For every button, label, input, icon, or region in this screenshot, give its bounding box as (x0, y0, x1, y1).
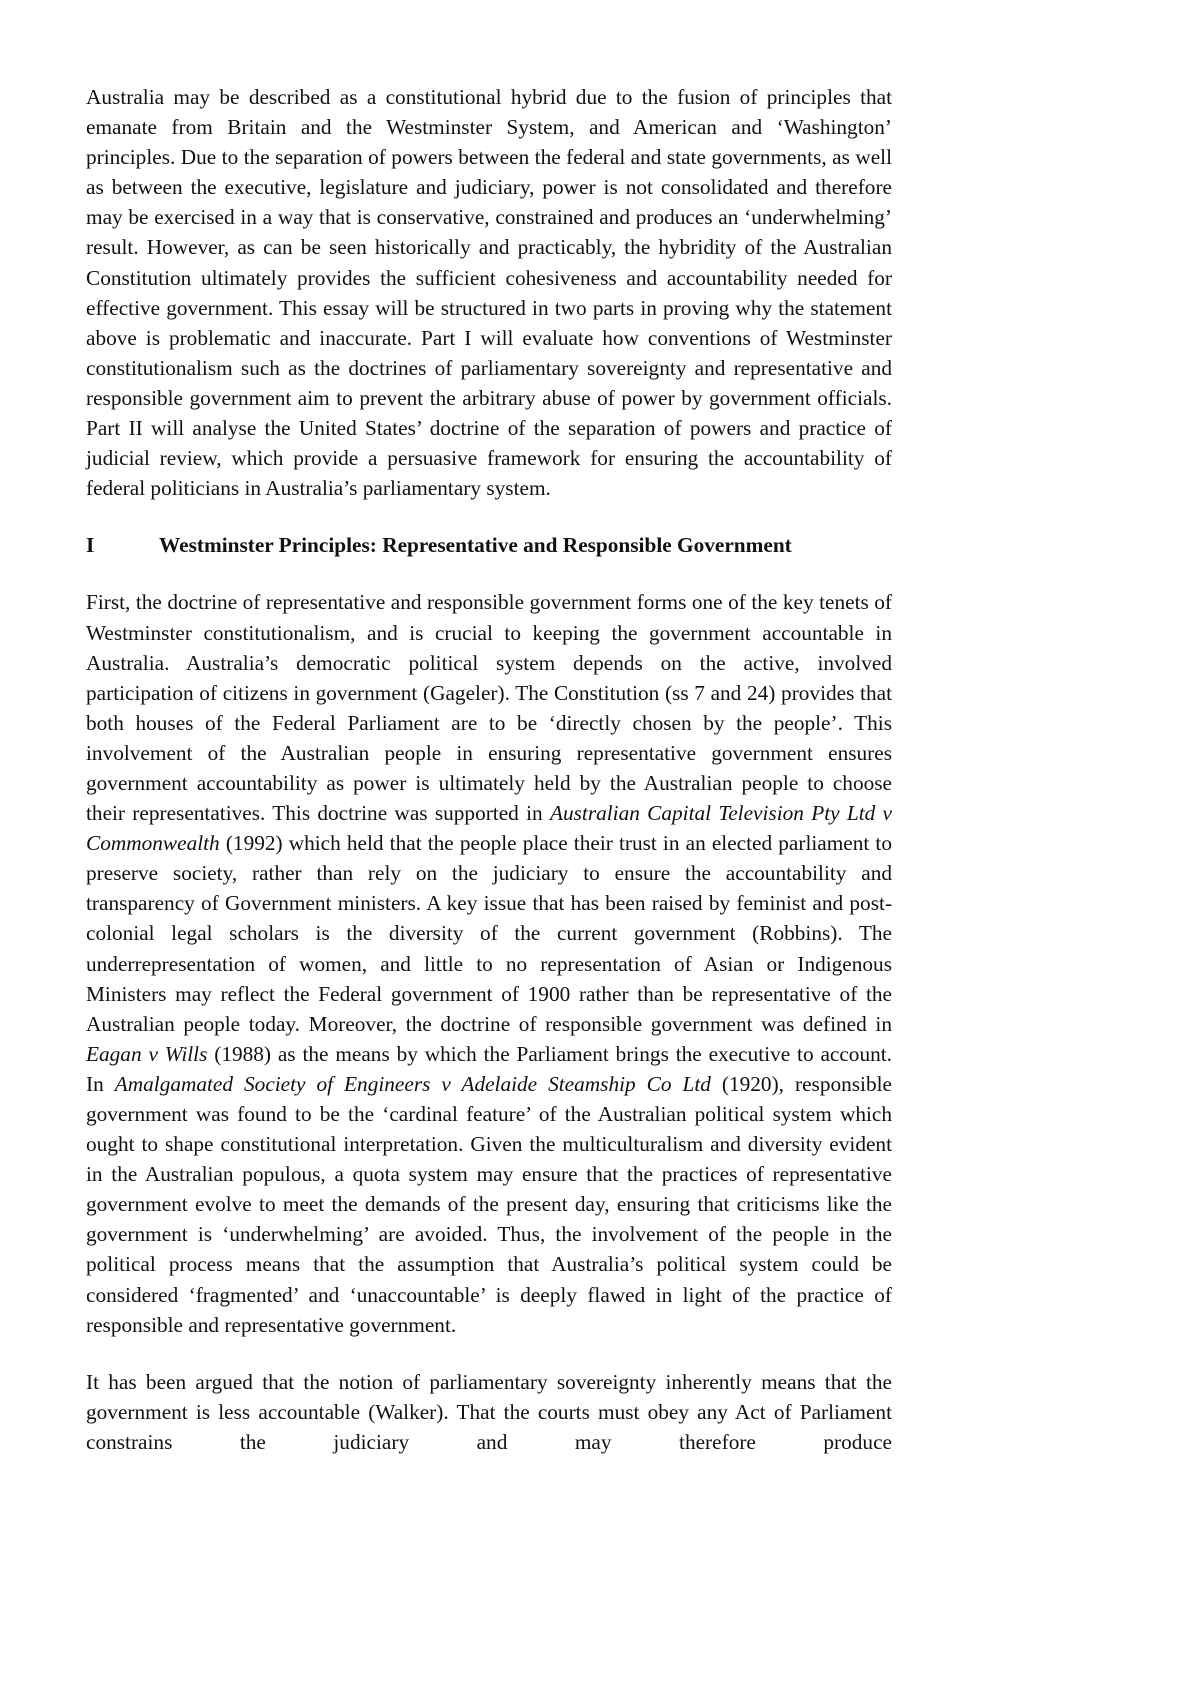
body-paragraph-parliamentary-sovereignty: It has been argued that the notion of parliamentary sovereignty inherently means that the government is less accountable (Walker). That the courts must obey any Act of Parliament constrains the judiciary and may therefore produce (86, 1369, 892, 1454)
body-paragraph-representative-government (86, 587, 892, 1339)
section-number: I (86, 533, 95, 558)
text-run: (1992) which held that the people place their trust in an elected parliament to preserve society, rather than rely on the judiciary to ensure the accountability and transparency of Government ministers. A key issue that has been raised by feminist and post-colonial legal scholars is the diversity of the current government (Robbins). The underrepresentation of women, and little to no representation of Asian or Indigenous Ministers may reflect the Federal government of 1900 rather than be representative of the Australian people today. Moreover, the doctrine of responsible government was defined in (86, 831, 892, 1036)
intro-paragraph: Australia may be described as a constitutional hybrid due to the fusion of principles that emanate from Britain and the Westminster System, and American and ‘Washington’ principles. Due to the separation of powers between the federal and state governments, as well as between the executive, legislature and judiciary, power is not consolidated and therefore may be exercised in a way that is conservative, constrained and produces an ‘underwhelming’ result. However, as can be seen historically and practicably, the hybridity of the Australian Constitution ultimately provides the sufficient cohesiveness and accountability needed for effective government. This essay will be structured in two parts in proving why the statement above is problematic and inaccurate. Part I will evaluate how conventions of Westminster constitutionalism such as the doctrines of parliamentary sovereignty and representative and responsible government aim to prevent the arbitrary abuse of power by government officials. Part II will analyse the United States’ doctrine of the separation of powers and practice of judicial review, which provide a persuasive framework for ensuring the accountability of federal politicians in Australia’s parliamentary system. (86, 85, 892, 501)
case-citation: Amalgamated Society of Engineers v Adelaide Steamship Co Ltd (114, 1071, 711, 1096)
case-citation: Eagan v Wills (86, 1041, 208, 1066)
text-run: (1988) as the means by which the Parliament brings the executive to account. In (86, 1041, 892, 1096)
text-run: First, the doctrine of representative and responsible government forms one of the key tenets of Westminster constitutionalism, and is crucial to keeping the government accountable in Australia. Australia’s democratic political system depends on the active, involved participation of citizens in government (Gageler). The Constitution (ss 7 and 24) provides that both houses of the Federal Parliament are to be ‘directly chosen by the people’. This involvement of the Australian people in ensuring representative government ensures government accountability as power is ultimately held by the Australian people to choose their representatives. This doctrine was supported in (86, 590, 892, 826)
text-run: (1920), responsible government was found to be the ‘cardinal feature’ of the Australian political system which ought to shape constitutional interpretation. Given the multiculturalism and diversity evident in the Australian populous, a quota system may ensure that the practices of representative government evolve to meet the demands of the present day, ensuring that criticisms like the government is ‘underwhelming’ are avoided. Thus, the involvement of the people in the political process means that the assumption that Australia’s political system could be considered ‘fragmented’ and ‘unaccountable’ is deeply flawed in light of the practice of responsible and representative government. (86, 1071, 892, 1337)
section-heading (86, 530, 892, 560)
case-citation: Australian Capital Television Pty Ltd v Commonwealth (86, 801, 892, 856)
section-title: Westminster Principles: Representative and Responsible Government (159, 533, 792, 558)
document-page (86, 82, 892, 1457)
